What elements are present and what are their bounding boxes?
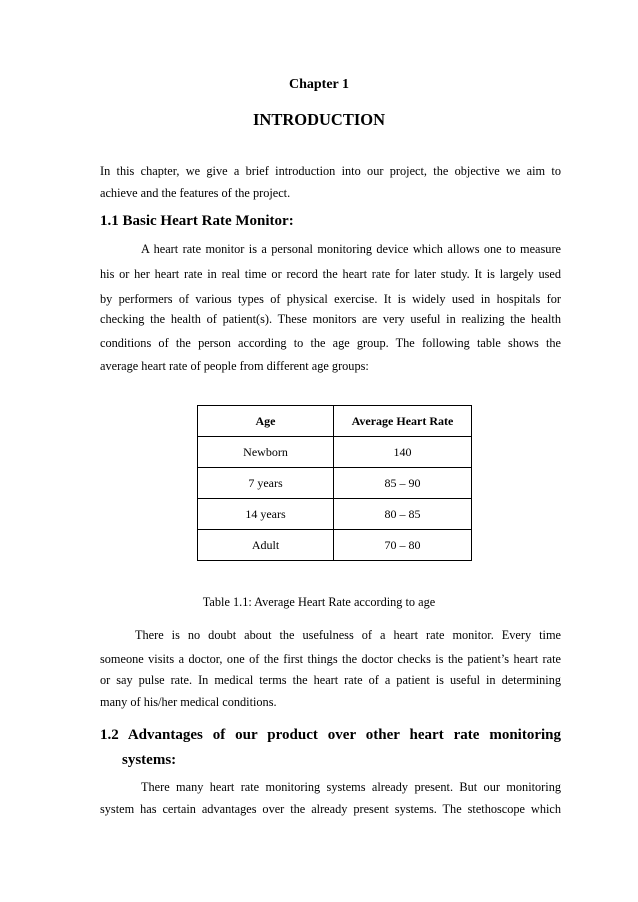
table-cell: 14 years (198, 499, 334, 530)
paragraph2-line: or say pulse rate. In medical terms the heart rate of a patient is useful in determining (100, 673, 561, 687)
section-heading-1-2: 1.2 Advantages of our product over other heart rate monitoring (100, 727, 561, 743)
section1-line: A heart rate monitor is a personal monitoring device which allows one to measure (141, 242, 561, 256)
table-header-cell: Age (198, 406, 334, 437)
section1-line: average heart rate of people from different age groups: (100, 359, 369, 373)
table-row (198, 437, 472, 468)
table-cell: 7 years (198, 468, 334, 499)
table-cell: 80 – 85 (334, 499, 472, 530)
section-heading-1-1: 1.1 Basic Heart Rate Monitor: (100, 213, 294, 229)
table-cell: Newborn (198, 437, 334, 468)
paragraph2-line: someone visits a doctor, one of the first things the doctor checks is the patient’s heart rate (100, 652, 561, 666)
table-cell: Adult (198, 530, 334, 561)
section1-line: by performers of various types of physical exercise. It is widely used in hospitals for (100, 292, 561, 306)
table-cell: 140 (334, 437, 472, 468)
intro-line: achieve and the features of the project. (100, 186, 291, 200)
section1-line: conditions of the person according to the age group. The following table shows the (100, 336, 561, 350)
chapter-label: Chapter 1 (288, 77, 350, 92)
chapter-title: INTRODUCTION (252, 110, 386, 129)
section-heading-1-2-cont: systems: (122, 752, 177, 768)
section2-line: system has certain advantages over the already present systems. The stethoscope which (100, 802, 561, 816)
table-cell: 70 – 80 (334, 530, 472, 561)
section1-line: his or her heart rate in real time or record the heart rate for later study. It is largely used (100, 267, 561, 281)
table-header-cell: Average Heart Rate (334, 406, 472, 437)
table-caption: Table 1.1: Average Heart Rate according to age (202, 595, 436, 609)
table-cell: 85 – 90 (334, 468, 472, 499)
paragraph2-line: There is no doubt about the usefulness of a heart rate monitor. Every time (135, 628, 561, 642)
table-row (198, 499, 472, 530)
table-header-row (198, 406, 472, 437)
heart-rate-table (197, 405, 472, 561)
section2-line: There many heart rate monitoring systems already present. But our monitoring (141, 780, 561, 794)
paragraph2-line: many of his/her medical conditions. (100, 695, 277, 709)
section1-line: checking the health of patient(s). These monitors are very useful in realizing the health (100, 312, 561, 326)
table-row (198, 468, 472, 499)
table-row (198, 530, 472, 561)
intro-line: In this chapter, we give a brief introduction into our project, the objective we aim to (100, 164, 561, 178)
